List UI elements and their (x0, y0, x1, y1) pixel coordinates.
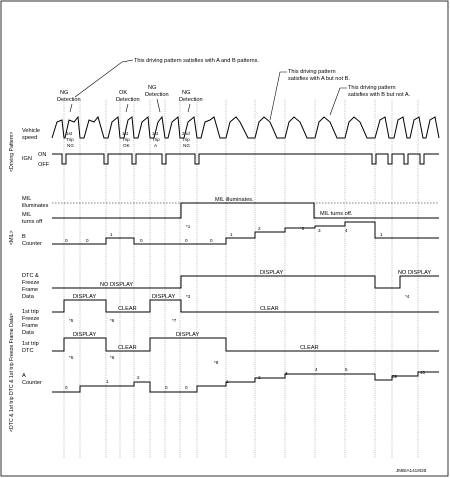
trip-1-line3: NG (67, 143, 74, 148)
a-counter-value-5: 0 (185, 385, 188, 390)
trip-4-line2: Trip (182, 137, 190, 142)
dtc-ffd-no-display-label: NO DISPLAY (100, 282, 134, 288)
side-label-mil: <MIL> (9, 230, 15, 245)
detection-1-line1: NG (60, 90, 69, 96)
a-counter-value-8: 3 (285, 371, 288, 376)
row-label-ffd-1st-1: 1st trip (22, 309, 39, 315)
callout-a-not-b-line1: This driving pattern (288, 69, 336, 75)
row-label-dtc-ffd-1: DTC & (22, 273, 39, 279)
mil-turns-off-label: MIL turns off. (320, 211, 353, 217)
trip-2-line1: 1st (122, 131, 129, 136)
callout-b-not-a-line1: This driving pattern (348, 85, 396, 91)
dtc-1st-clear-label: CLEAR (118, 345, 137, 351)
row-label-ign-on: ON (38, 152, 47, 158)
footnote-1: *1 (186, 224, 191, 229)
a-counter-value-11: 39 (392, 374, 398, 379)
b-counter-value-1: 0 (65, 238, 68, 243)
footnote-2: *2 (300, 226, 305, 231)
a-counter-value-1: 0 (65, 385, 68, 390)
b-counter-value-5: 0 (185, 238, 188, 243)
ffd-1st-trip-signal (52, 300, 439, 312)
footnote-5: *5 (69, 318, 74, 323)
detection-2-line1: OK (119, 90, 128, 96)
vehicle-speed-waveform (52, 117, 439, 138)
ffd-1st-display-label-2: DISPLAY (152, 294, 176, 300)
row-label-ffd-1st-4: Data (22, 330, 34, 336)
ffd-1st-display-label: DISPLAY (73, 294, 97, 300)
row-label-vehicle-1: Vehicle (22, 128, 41, 134)
callout-a-and-b: This driving pattern satisfies with A and B patterns. (134, 58, 259, 64)
row-label-mil-on-1: MIL (22, 196, 32, 202)
trip-2-line3: OK (123, 143, 130, 148)
ffd-1st-clear-label: CLEAR (118, 306, 137, 312)
detection-3-line2: Detection (145, 92, 169, 98)
footnote-5b: *5 (69, 355, 74, 360)
b-counter-value-2: 0 (86, 238, 89, 243)
footnote-8: *8 (214, 360, 219, 365)
dtc-1st-display-label-2: DISPLAY (176, 332, 200, 338)
a-counter-value-3: 2 (137, 375, 140, 380)
a-counter-value-10: 5 (345, 367, 348, 372)
dtc-1st-display-label: DISPLAY (73, 332, 97, 338)
detection-3-line1: NG (148, 85, 157, 91)
footnote-6: *6 (110, 318, 115, 323)
a-counter-value-12: 40 (420, 370, 426, 375)
b-counter-value-10: 4 (345, 228, 348, 233)
footnote-3: *3 (186, 294, 191, 299)
footnote-6b: *6 (110, 355, 115, 360)
detection-labels (57, 85, 203, 112)
image-id-label: JMBIA1418GB (396, 468, 427, 473)
trip-3-line1: 1st (152, 131, 159, 136)
footnote-4: *4 (405, 294, 410, 299)
row-label-a-counter-1: A (22, 373, 26, 379)
callout-group (75, 58, 411, 120)
b-counter-value-4: 0 (140, 238, 143, 243)
dtc-1st-clear-label-2: CLEAR (300, 345, 319, 351)
side-labels (9, 132, 15, 432)
b-counter-value-8: 2 (258, 226, 261, 231)
b-counter-value-11: 1 (380, 232, 383, 237)
trip-1-line1: 1st (66, 131, 73, 136)
a-counter-value-4: 0 (165, 385, 168, 390)
row-label-mil-off-2: turns off (22, 219, 43, 225)
trip-1-line2: Trip (66, 137, 74, 142)
a-counter-value-6: 1 (226, 379, 229, 384)
row-label-dtc-1st-2: DTC (22, 348, 34, 354)
a-counter-value-9: 4 (315, 367, 318, 372)
row-label-ffd-1st-3: Frame (22, 323, 39, 329)
trip-4-line1: 2nd (182, 131, 190, 136)
dtc-ffd-no-display-label-2: NO DISPLAY (398, 270, 432, 276)
row-label-mil-off-1: MIL (22, 212, 32, 218)
row-label-mil-on-2: illuminates (22, 203, 49, 209)
trip-2-line2: Trip (122, 137, 130, 142)
ign-signal (52, 154, 439, 164)
trip-3-line3: A (154, 143, 158, 148)
row-label-dtc-ffd-2: Freeze (22, 280, 40, 286)
detection-2-line2: Detection (116, 97, 140, 103)
trip-3-line2: Trip (152, 137, 160, 142)
row-label-b-counter-2: Counter (22, 241, 42, 247)
row-label-dtc-ffd-3: Frame (22, 287, 39, 293)
row-label-ffd-1st-2: Freeze (22, 316, 40, 322)
row-labels (22, 128, 50, 386)
row-label-dtc-ffd-4: Data (22, 294, 34, 300)
dtc-ffd-display-label: DISPLAY (260, 270, 284, 276)
side-label-dtc: <DTC & 1st trip DTC & 1st trip Freeze Frame Data> (9, 312, 15, 432)
row-label-vehicle-2: speed (22, 135, 38, 141)
b-counter-value-6: 0 (210, 238, 213, 243)
b-counter-value-3: 1 (110, 232, 113, 237)
a-counter-value-7: 2 (258, 375, 261, 380)
side-label-driving-pattern: <Driving Pattern> (9, 131, 15, 172)
detection-1-line2: Detection (57, 97, 81, 103)
trip-4-line3: NG (183, 143, 190, 148)
mil-signal (52, 203, 439, 218)
callout-b-not-a-line2: satisfies with B but not A. (348, 92, 411, 98)
row-label-ign: IGN (22, 156, 32, 162)
row-label-ign-off: OFF (38, 162, 50, 168)
trip-labels (66, 131, 190, 148)
a-counter-value-2: 1 (106, 379, 109, 384)
a-counter-staircase (52, 372, 439, 392)
detection-4-line2: Detection (179, 97, 203, 103)
row-label-dtc-1st-1: 1st trip (22, 341, 39, 347)
b-counter-value-9: 3 (318, 228, 321, 233)
dtc-1st-trip-signal (52, 338, 439, 351)
mil-illuminates-label: MIL illuminates. (215, 197, 254, 203)
ffd-1st-clear-label-2: CLEAR (260, 306, 279, 312)
row-label-a-counter-2: Counter (22, 380, 42, 386)
callout-a-not-b-line2: satisfies with A but not B. (288, 76, 350, 82)
detection-4-line1: NG (182, 90, 191, 96)
footnote-7: *7 (172, 318, 177, 323)
b-counter-value-7: 1 (230, 232, 233, 237)
row-label-b-counter-1: B (22, 234, 26, 240)
